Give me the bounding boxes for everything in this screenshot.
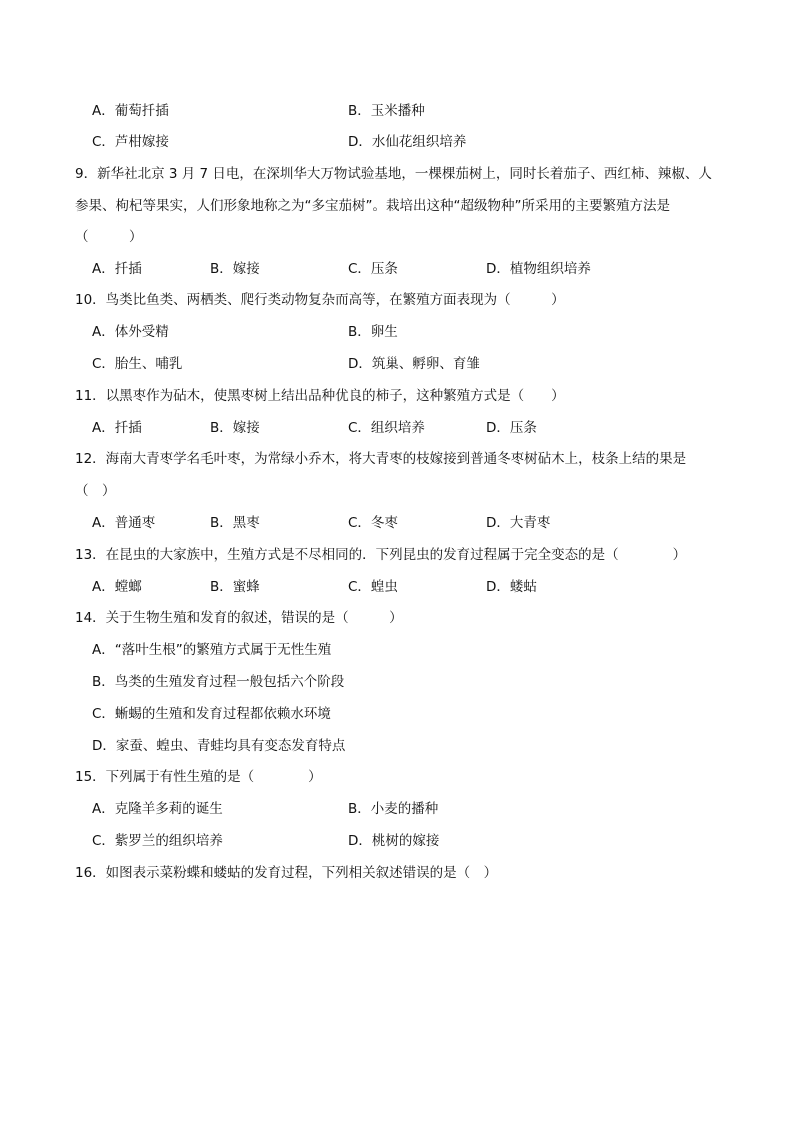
- q14-option-d: D．家蚕、蝗虫、青蛙均具有变态发育特点: [92, 738, 346, 754]
- q10-option-d: D．筑巢、孵卵、育雏: [348, 356, 480, 372]
- q9-answer-blank-line: [0, 226, 794, 248]
- q13-option-d: D．蝼蛄: [486, 579, 537, 595]
- q14-option-b: B．鸟类的生殖发育过程一般包括六个阶段: [92, 674, 345, 690]
- q9-options-row: [0, 258, 794, 280]
- q9-answer-blank: （ ）: [75, 229, 143, 245]
- q13-option-a: A．螳螂: [92, 579, 142, 595]
- q16-stem: 16．如图表示菜粉蝶和蝼蛄的发育过程，下列相关叙述错误的是（ ）: [75, 865, 498, 881]
- q13-options-row: [0, 576, 794, 598]
- q15-option-b: B．小麦的播种: [348, 801, 439, 817]
- q10-options-row-2: [0, 353, 794, 375]
- q14-option-c-line: [0, 703, 794, 725]
- q10-option-b: B．卵生: [348, 324, 398, 340]
- q10-stem-line: [0, 289, 794, 311]
- q9-stem-line-1: [0, 163, 794, 185]
- q12-option-b: B．黑枣: [210, 515, 260, 531]
- q12-options-row: [0, 512, 794, 534]
- q11-options-row: [0, 417, 794, 439]
- q15-option-a: A．克隆羊多莉的诞生: [92, 801, 223, 817]
- q9-option-d: D．植物组织培养: [486, 261, 591, 277]
- q15-stem: 15．下列属于有性生殖的是（ ）: [75, 769, 322, 785]
- q11-option-b: B．嫁接: [210, 420, 260, 436]
- q10-option-a: A．体外受精: [92, 324, 169, 340]
- q14-stem: 14．关于生物生殖和发育的叙述，错误的是（ ）: [75, 610, 403, 626]
- q9-option-c: C．压条: [348, 261, 398, 277]
- q15-option-c: C．紫罗兰的组织培养: [92, 833, 223, 849]
- q8-option-d: D．水仙花组织培养: [348, 134, 467, 150]
- q12-option-a: A．普通枣: [92, 515, 156, 531]
- q13-stem-line: [0, 544, 794, 566]
- q16-stem-line: [0, 862, 794, 884]
- q12-answer-blank-line: [0, 480, 794, 502]
- q9-option-b: B．嫁接: [210, 261, 260, 277]
- q11-option-d: D．压条: [486, 420, 537, 436]
- q8-option-b: B．玉米播种: [348, 103, 425, 119]
- q9-stem-line-2: [0, 195, 794, 217]
- q14-option-d-line: [0, 735, 794, 757]
- q10-stem: 10．鸟类比鱼类、两栖类、爬行类动物复杂而高等，在繁殖方面表现为（ ）: [75, 292, 565, 308]
- q13-stem: 13．在昆虫的大家族中，生殖方式是不尽相同的．下列昆虫的发育过程属于完全变态的是（ ）: [75, 547, 687, 563]
- q9-option-a: A．扦插: [92, 261, 142, 277]
- q12-stem: 12．海南大青枣学名毛叶枣，为常绿小乔木，将大青枣的枝嫁接到普通冬枣树砧木上，枝条上结的果是: [75, 451, 687, 467]
- q11-option-a: A．扦插: [92, 420, 142, 436]
- q12-answer-blank: （ ）: [75, 483, 116, 499]
- q12-option-c: C．冬枣: [348, 515, 398, 531]
- q12-stem-line: [0, 448, 794, 470]
- q15-option-d: D．桃树的嫁接: [348, 833, 440, 849]
- q15-stem-line: [0, 766, 794, 788]
- q14-option-c: C．蜥蜴的生殖和发育过程都依赖水环境: [92, 706, 331, 722]
- q13-option-b: B．蜜蜂: [210, 579, 260, 595]
- q15-options-row-1: [0, 798, 794, 820]
- q11-option-c: C．组织培养: [348, 420, 425, 436]
- q11-stem: 11．以黑枣作为砧木，使黑枣树上结出品种优良的柿子，这种繁殖方式是（ ）: [75, 388, 565, 404]
- q9-stem-2: 参果、枸杞等果实，人们形象地称之为“多宝茄树”。栽培出这种“超级物种”所采用的主要繁殖方法是: [75, 198, 670, 214]
- q11-stem-line: [0, 385, 794, 407]
- q8-option-a: A．葡萄扦插: [92, 103, 169, 119]
- q14-option-a: A．“落叶生根”的繁殖方式属于无性生殖: [92, 642, 332, 658]
- q10-options-row-1: [0, 321, 794, 343]
- q14-stem-line: [0, 607, 794, 629]
- q10-option-c: C．胎生、哺乳: [92, 356, 183, 372]
- q14-option-b-line: [0, 671, 794, 693]
- q8-options-row-2: [0, 131, 794, 153]
- q13-option-c: C．蝗虫: [348, 579, 398, 595]
- q8-option-c: C．芦柑嫁接: [92, 134, 169, 150]
- q15-options-row-2: [0, 830, 794, 852]
- q12-option-d: D．大青枣: [486, 515, 551, 531]
- q14-option-a-line: [0, 639, 794, 661]
- q8-options-row-1: [0, 100, 794, 122]
- q9-stem-1: 9．新华社北京 3 月 7 日电，在深圳华大万物试验基地，一棵棵茄树上，同时长着茄子、西红柿、辣椒、人: [75, 166, 712, 182]
